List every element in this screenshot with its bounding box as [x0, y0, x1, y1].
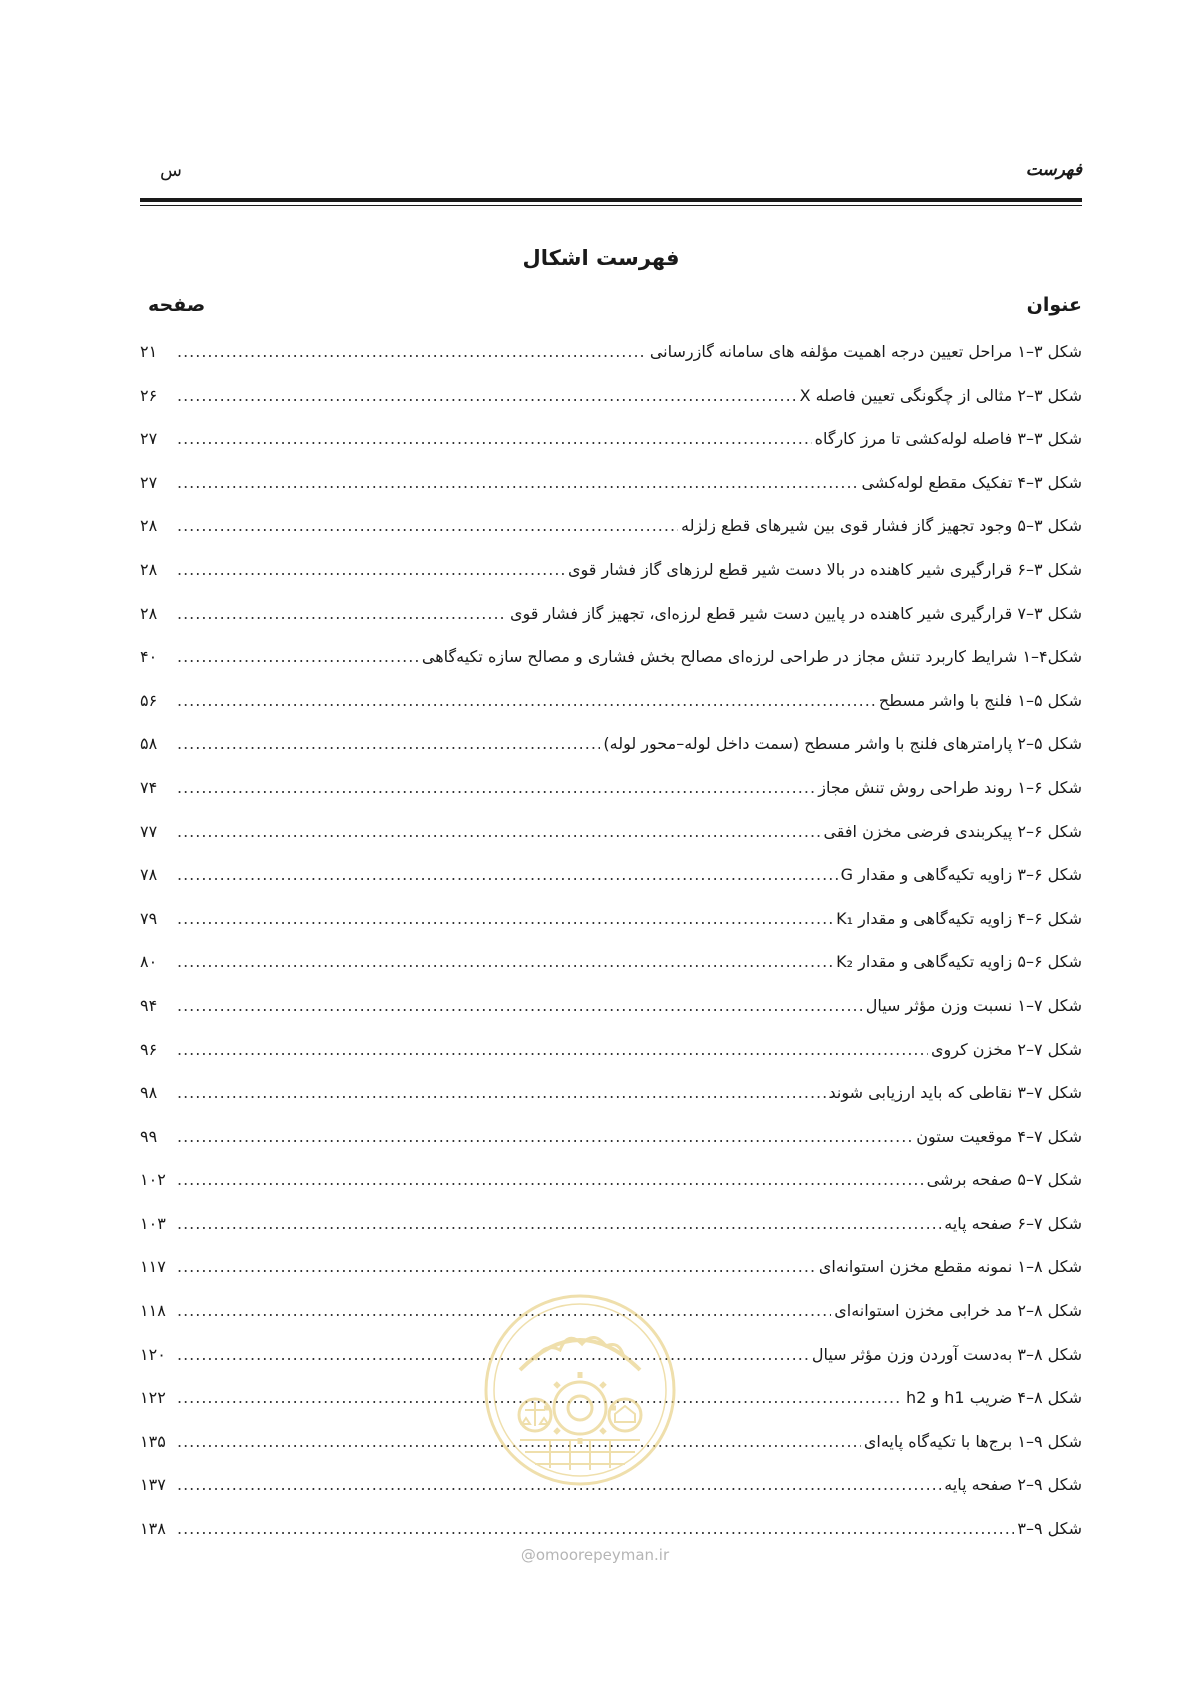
- toc-dot-leader: [177, 1158, 924, 1202]
- toc-entry-label: شکل ۷–۶ صفحه پایه: [944, 1213, 1082, 1233]
- toc-entry-page-number: ۷۸: [140, 865, 158, 885]
- toc-dot-leader: [177, 635, 419, 679]
- toc-dot-leader: [177, 1507, 1014, 1551]
- toc-entry: [140, 984, 1082, 1028]
- toc-entry: [140, 374, 1082, 418]
- toc-dot-leader: [177, 374, 797, 418]
- toc-entry-page-number: ۹۸: [140, 1083, 158, 1103]
- toc-entry-label: شکل ۷–۱ نسبت وزن مؤثر سیال: [865, 995, 1082, 1015]
- toc-dot-leader: [177, 1028, 928, 1072]
- toc-entry-page-number: ۱۳۸: [140, 1519, 166, 1539]
- toc-entry-page-number: ۹۴: [140, 995, 158, 1015]
- toc-entry-label: شکل ۳–۴ تفکیک مقطع لوله‌کشی: [861, 472, 1082, 492]
- toc-entry-label: شکل ۷–۲ مخزن کروی: [931, 1039, 1082, 1059]
- toc-entry-page-number: ۷۹: [140, 908, 158, 928]
- toc-entry-page-number: ۲۸: [140, 559, 158, 579]
- column-header-page: صفحه: [148, 294, 206, 316]
- toc-dot-leader: [177, 897, 833, 941]
- toc-entry-page-number: ۷۴: [140, 777, 158, 797]
- toc-entry-label: شکل ۸–۱ نمونه مقطع مخزن استوانه‌ای: [818, 1257, 1082, 1277]
- toc-entry-label: شکل ۶–۳ زاویه تکیه‌گاهی و مقدار G: [840, 865, 1082, 885]
- toc-entry: [140, 1071, 1082, 1115]
- running-header-section-title: فهرست: [1025, 160, 1082, 180]
- toc-entry-label: شکل ۳–۵ وجود تجهیز گاز فشار قوی بین شیرهای قطع زلزله: [681, 516, 1082, 536]
- toc-dot-leader: [177, 592, 507, 636]
- toc-entry-label: شکل ۹–۳: [1017, 1519, 1082, 1539]
- toc-entry-label: شکل ۷–۵ صفحه برشی: [926, 1170, 1082, 1190]
- toc-entry-label: شکل ۳–۲ مثالی از چگونگی تعیین فاصله X: [799, 385, 1082, 405]
- toc-dot-leader: [177, 461, 858, 505]
- toc-entry: [140, 853, 1082, 897]
- toc-entry: [140, 461, 1082, 505]
- toc-entry-page-number: ۲۷: [140, 472, 158, 492]
- toc-dot-leader: [177, 810, 820, 854]
- toc-entry: [140, 1245, 1082, 1289]
- toc-entry-label: شکل ۸–۳ به‌دست آوردن وزن مؤثر سیال: [811, 1344, 1082, 1364]
- toc-entry-page-number: ۱۲۰: [140, 1344, 166, 1364]
- toc-entry: [140, 330, 1082, 374]
- toc-entry: [140, 417, 1082, 461]
- toc-entry-label: شکل ۶–۱ روند طراحی روش تنش مجاز: [818, 777, 1082, 797]
- toc-dot-leader: [177, 722, 600, 766]
- column-headers: [140, 294, 1082, 324]
- toc-entry: [140, 897, 1082, 941]
- toc-dot-leader: [177, 853, 838, 897]
- toc-entry-label: شکل ۵–۱ فلنج با واشر مسطح: [878, 690, 1082, 710]
- toc-entry: [140, 679, 1082, 723]
- toc-entry-label: شکل ۳–۶ قرارگیری شیر کاهنده در بالا دست شیر قطع لرزهای گاز فشار قوی: [567, 559, 1082, 579]
- header-rule-thick: [140, 198, 1082, 202]
- toc-entry-page-number: ۱۳۷: [140, 1475, 166, 1495]
- toc-dot-leader: [177, 504, 678, 548]
- toc-dot-leader: [177, 679, 876, 723]
- toc-entry-page-number: ۱۱۸: [140, 1301, 166, 1321]
- toc-entry: [140, 635, 1082, 679]
- toc-dot-leader: [177, 1115, 913, 1159]
- toc-dot-leader: [177, 984, 863, 1028]
- toc-entry-page-number: ۱۳۵: [140, 1431, 166, 1451]
- toc-dot-leader: [177, 548, 565, 592]
- toc-dot-leader: [177, 330, 647, 374]
- toc-entry-page-number: ۲۸: [140, 516, 158, 536]
- toc-entry-label: شکل ۸–۲ مد خرابی مخزن استوانه‌ای: [834, 1301, 1082, 1321]
- toc-dot-leader: [177, 1071, 826, 1115]
- toc-entry-label: شکل ۷–۴ موقعیت ستون: [916, 1126, 1082, 1146]
- toc-entry-page-number: ۲۱: [140, 342, 158, 361]
- toc-entry-page-number: ۹۹: [140, 1126, 158, 1146]
- toc-entry-page-number: ۸۰: [140, 952, 158, 972]
- toc-entry: [140, 940, 1082, 984]
- toc-entry-page-number: ۱۰۳: [140, 1213, 166, 1233]
- toc-entry: [140, 1115, 1082, 1159]
- toc-entry-page-number: ۲۶: [140, 385, 158, 405]
- toc-entry-label: شکل ۳–۷ قرارگیری شیر کاهنده در پایین دست شیر قطع لرزه‌ای، تجهیز گاز فشار قوی: [510, 603, 1082, 623]
- toc-entry-page-number: ۵۶: [140, 690, 158, 710]
- toc-entry-label: شکل ۵–۲ پارامترهای فلنج با واشر مسطح (سمت داخل لوله–محور لوله): [603, 734, 1082, 754]
- toc-entry: [140, 1158, 1082, 1202]
- toc-entry-label: شکل ۸–۴ ضریب h1 و h2: [906, 1388, 1082, 1408]
- toc-entry-label: شکل ۷–۳ نقاطی که باید ارزیابی شوند: [828, 1083, 1082, 1103]
- toc-entry-page-number: ۱۰۲: [140, 1170, 166, 1190]
- toc-entry: [140, 504, 1082, 548]
- toc-entry-page-number: ۱۱۷: [140, 1257, 166, 1277]
- toc-entry-page-number: ۵۸: [140, 734, 158, 754]
- toc-entry: [140, 1028, 1082, 1072]
- toc-entry-label: شکل ۶–۲ پیکربندی فرضی مخزن افقی: [823, 821, 1082, 841]
- toc-entry-label: شکل ۶–۴ زاویه تکیه‌گاهی و مقدار K₁: [836, 908, 1082, 928]
- toc-entry-page-number: ۲۷: [140, 429, 158, 449]
- column-header-title: عنوان: [1026, 294, 1082, 316]
- toc-entry-page-number: ۲۸: [140, 603, 158, 623]
- toc-entry: [140, 548, 1082, 592]
- toc-entry: [140, 722, 1082, 766]
- toc-entry-label: شکل ۹–۱ برج‌ها با تکیه‌گاه پایه‌ای: [863, 1431, 1082, 1451]
- watermark-url: @omoorepeyman.ir: [520, 1546, 670, 1564]
- watermark-logo-icon: [480, 1290, 680, 1490]
- toc-entry-label: شکل ۹–۲ صفحه پایه: [944, 1475, 1082, 1495]
- toc-entry: [140, 1507, 1082, 1551]
- toc-entry-page-number: ۷۷: [140, 821, 158, 841]
- toc-entry-page-number: ۱۲۲: [140, 1388, 166, 1408]
- toc-dot-leader: [177, 1202, 941, 1246]
- list-of-figures-title: فهرست اشکال: [522, 246, 680, 270]
- toc-dot-leader: [177, 940, 833, 984]
- toc-entry-label: شکل ۳–۳ فاصله لوله‌کشی تا مرز کارگاه: [814, 429, 1082, 449]
- running-header-page-number: س: [160, 160, 182, 181]
- toc-dot-leader: [177, 1245, 816, 1289]
- toc-entry-page-number: ۴۰: [140, 647, 158, 667]
- running-header: [140, 160, 1082, 188]
- toc-entry-page-number: ۹۶: [140, 1039, 158, 1059]
- header-rule-thin: [140, 205, 1082, 206]
- toc-entry-label: شکل۴–۱ شرایط کاربرد تنش مجاز در طراحی لرزه‌ای مصالح بخش فشاری و مصالح سازه تکیه‌گاهی: [421, 647, 1082, 667]
- toc-dot-leader: [177, 766, 815, 810]
- toc-entry-label: شکل ۶–۵ زاویه تکیه‌گاهی و مقدار K₂: [836, 952, 1082, 972]
- toc-entry: [140, 592, 1082, 636]
- toc-entry: [140, 810, 1082, 854]
- toc-entry: [140, 1202, 1082, 1246]
- toc-entry-label: شکل ۳–۱ مراحل تعیین درجه اهمیت مؤلفه های سامانه گازرسانی: [649, 342, 1082, 361]
- toc-dot-leader: [177, 417, 812, 461]
- toc-entry: [140, 766, 1082, 810]
